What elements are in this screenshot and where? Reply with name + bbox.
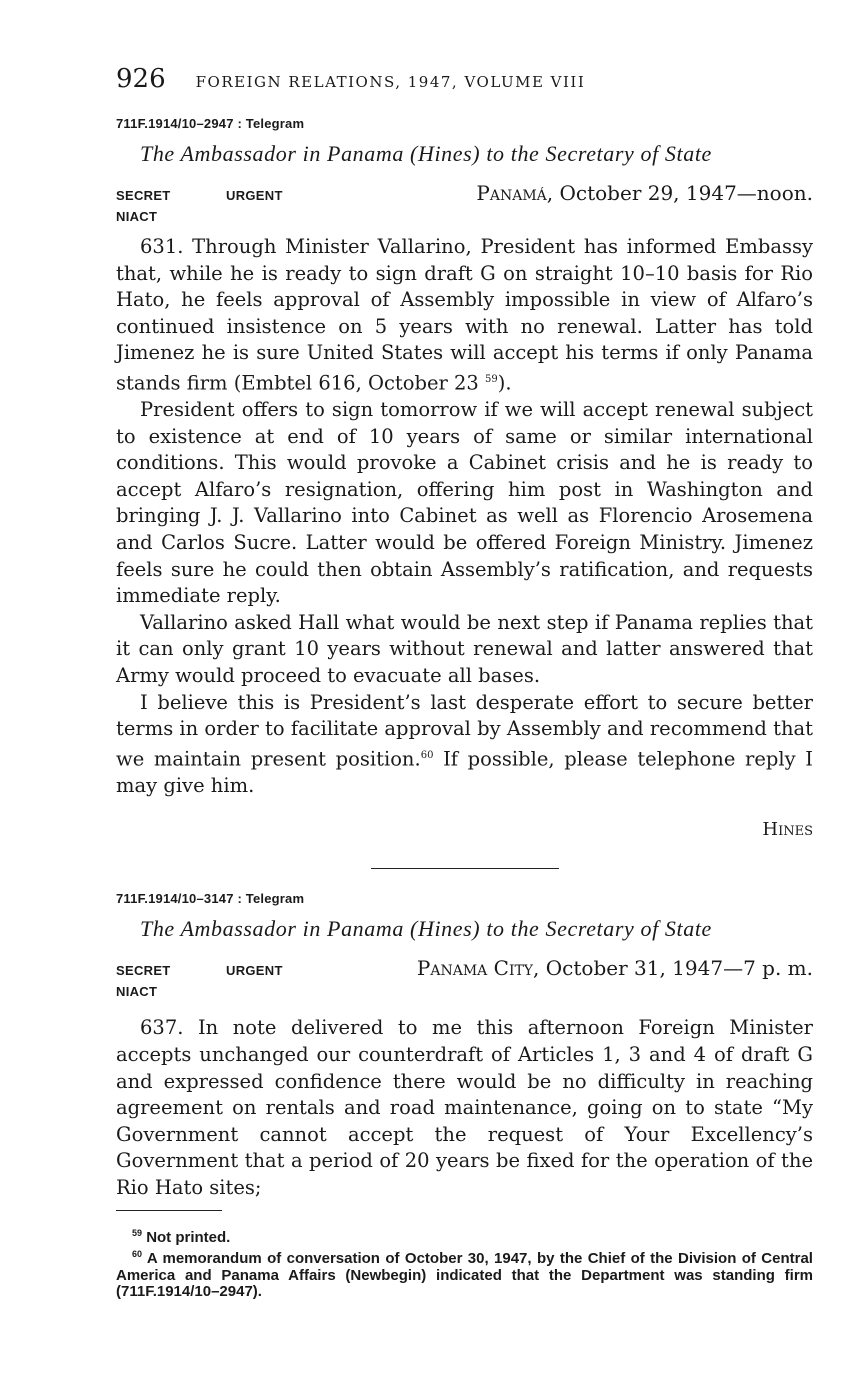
file-reference: 711F.1914/10–3147 : Telegram [116, 891, 305, 907]
paragraph: Vallarino asked Hall what would be next step if Panama replies that it can only grant 10 years without renewal and latter answered that Army would proceed to evacuate all bases. [116, 610, 813, 687]
classification-niact: NIACT [116, 209, 158, 224]
paragraph-text: 631. Through Minister Vallarino, President has informed Embassy that, while he is ready to sign draft G on straight 10–10 basis for Rio Hato, he feels approval of Assembly impossible in view of Alfaro’s continued insistence on 5 years with no renewal. Latter has told Jimenez he is sure United States will accept his terms if only Panama stands firm (Embtel 616, October 23 [116, 235, 813, 395]
page-number: 926 [116, 64, 166, 94]
telegram-637 [116, 891, 813, 1201]
classification-urgent: URGENT [226, 963, 283, 979]
running-title: FOREIGN RELATIONS, 1947, VOLUME VIII [195, 73, 586, 91]
file-reference: 711F.1914/10–2947 : Telegram [116, 116, 305, 131]
signature: Hines [762, 819, 813, 841]
classification-niact: NIACT [116, 984, 158, 1000]
footnote-60 [116, 1246, 813, 1301]
dateline [476, 181, 813, 205]
document-title: The Ambassador in Panama (Hines) to the Secretary of State [140, 141, 712, 166]
running-header [116, 64, 813, 98]
telegram-631 [116, 116, 813, 840]
paragraph [116, 234, 813, 397]
classification-row [116, 181, 813, 205]
dateline-date: October 29, 1947—noon. [559, 181, 813, 205]
footnote-ref: 60 [420, 749, 434, 761]
paragraph: 637. In note delivered to me this afternoon Foreign Minister accepts unchanged our counterdraft of Articles 1, 3 and 4 of draft G and expressed confidence there would be no difficulty in reaching agreement on rentals and road maintenance, going on to state “My Government cannot accept the request of Your Excellency’s Government that a period of 20 years be fixed for the operation of the Rio Hato sites; [116, 1016, 813, 1200]
paragraph-text-end: ). [497, 371, 512, 395]
footnote-divider [116, 1210, 222, 1211]
footnote-59 [116, 1225, 813, 1247]
footnotes [116, 1225, 813, 1301]
dateline [417, 956, 813, 980]
dateline-place: Panama City, [416, 956, 540, 981]
classification-row [116, 956, 813, 980]
classification-secret: SECRET [116, 188, 171, 203]
footnote-mark: 59 [132, 1227, 143, 1238]
dateline-place: Panamá, [476, 181, 554, 205]
classification-urgent: URGENT [226, 188, 283, 203]
footnote-text: A memorandum of conversation of October 30, 1947, by the Chief of the Division of Central America and Panama Affairs (Newbegin) indicated that the Department was standing firm (711F.1914/10–2947). [116, 1250, 813, 1301]
paragraph [116, 690, 813, 800]
section-divider [371, 868, 559, 869]
paragraph-text: I believe this is President’s last desperate effort to secure better terms in order to facilitate approval by Assembly and recommend that we maintain present position. [116, 690, 813, 771]
classification-secret: SECRET [116, 963, 171, 979]
paragraph-text-end: If possible, please telephone reply I may give him. [116, 747, 813, 797]
document-title: The Ambassador in Panama (Hines) to the Secretary of State [140, 916, 712, 942]
footnote-ref: 59 [485, 373, 498, 385]
dateline-date: October 31, 1947—7 p. m. [545, 956, 813, 981]
footnote-text: Not printed. [146, 1228, 231, 1246]
footnote-mark: 60 [132, 1249, 143, 1260]
document-page [116, 64, 813, 1301]
paragraph: President offers to sign tomorrow if we will accept renewal subject to existence at end of 10 years of same or similar international conditions. This would provoke a Cabinet crisis and he is ready to accept Alfaro’s resignation, offering him post in Washington and bringing J. J. Vallarino into Cabinet as well as Florencio Arosemena and Carlos Sucre. Latter would be offered Foreign Ministry. Jimenez feels sure he could then obtain Assembly’s ratification, and requests immediate reply. [116, 398, 813, 608]
